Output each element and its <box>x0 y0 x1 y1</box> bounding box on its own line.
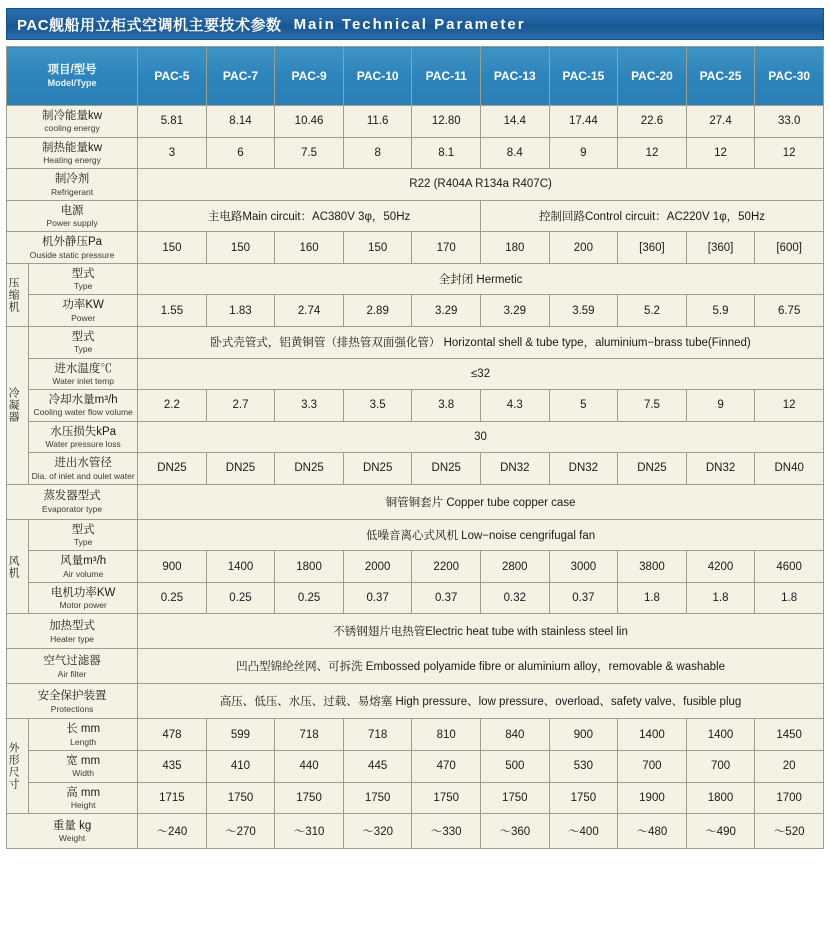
cell: 150 <box>206 232 275 264</box>
cell: 22.6 <box>618 106 687 138</box>
cell: DN25 <box>206 453 275 485</box>
table-row <box>7 169 824 201</box>
cell: 1.55 <box>138 295 207 327</box>
table-row <box>7 484 824 519</box>
cell: DN32 <box>686 453 755 485</box>
cell: DN32 <box>481 453 550 485</box>
group-label-dimension: 外形尺寸 <box>7 719 29 814</box>
cell: 1715 <box>138 782 207 814</box>
cell-span: 卧式壳管式，铝黄铜管（排热管双面强化管） Horizontal shell & tube type，aluminium−brass tube(Finned) <box>138 326 824 358</box>
cell: 0.32 <box>481 582 550 614</box>
cell: 0.25 <box>206 582 275 614</box>
header-corner-cn: 项目/型号 <box>47 64 97 77</box>
table-row <box>7 106 824 138</box>
cell: 5.81 <box>138 106 207 138</box>
table-row <box>7 684 824 719</box>
page-title-en: Main Technical Parameter <box>293 15 526 33</box>
cell: 810 <box>412 719 481 751</box>
cell: 170 <box>412 232 481 264</box>
cell: 1400 <box>206 551 275 583</box>
cell: 160 <box>275 232 344 264</box>
header-model-8: PAC-25 <box>686 47 755 106</box>
table-row <box>7 814 824 849</box>
cell: 5.9 <box>686 295 755 327</box>
cell: 718 <box>275 719 344 751</box>
table-row <box>7 295 824 327</box>
cell: ～490 <box>686 814 755 849</box>
table-row <box>7 614 824 649</box>
cell: 7.5 <box>275 137 344 169</box>
cell: DN25 <box>138 453 207 485</box>
cell: ～240 <box>138 814 207 849</box>
cell: 2.74 <box>275 295 344 327</box>
table-row <box>7 751 824 783</box>
table-row <box>7 137 824 169</box>
cell: 12 <box>618 137 687 169</box>
cell: [360] <box>686 232 755 264</box>
header-model-7: PAC-20 <box>618 47 687 106</box>
cell: 3000 <box>549 551 618 583</box>
cell: 1750 <box>275 782 344 814</box>
cell: 1800 <box>686 782 755 814</box>
cell-span: 高压、低压、水压、过载、易熔塞 High pressure、low pressure、overload、safety valve、fusible plug <box>138 684 824 719</box>
row-label-static-pressure: 机外静压Pa Ouside static pressure <box>7 232 138 264</box>
table-row <box>7 453 824 485</box>
header-corner <box>7 47 138 106</box>
cell: 2800 <box>481 551 550 583</box>
page-title-cn: PAC舰船用立柜式空调机主要技术参数 <box>17 16 282 34</box>
cell: DN25 <box>343 453 412 485</box>
cell: 3.29 <box>481 295 550 327</box>
header-model-9: PAC-30 <box>755 47 824 106</box>
row-label-condenser-type: 型式 Type <box>29 326 138 358</box>
cell: 150 <box>343 232 412 264</box>
cell: [360] <box>618 232 687 264</box>
cell: DN40 <box>755 453 824 485</box>
cell: 1.8 <box>618 582 687 614</box>
header-model-0: PAC-5 <box>138 47 207 106</box>
cell: 0.25 <box>275 582 344 614</box>
cell: DN32 <box>549 453 618 485</box>
cell-span: 凹凸型锦纶丝网、可拆洗 Embossed polyamide fibre or aluminium alloy，removable & washable <box>138 649 824 684</box>
cell: 2.2 <box>138 390 207 422</box>
row-label-refrigerant: 制冷剂 Refrigerant <box>7 169 138 201</box>
row-label-length: 长 mm Length <box>29 719 138 751</box>
cell: ～330 <box>412 814 481 849</box>
cell: 33.0 <box>755 106 824 138</box>
cell: 180 <box>481 232 550 264</box>
cell: 700 <box>618 751 687 783</box>
cell: 435 <box>138 751 207 783</box>
table-row <box>7 326 824 358</box>
row-label-evaporator-type: 蒸发器型式 Evaporator type <box>7 484 138 519</box>
cell: 0.37 <box>549 582 618 614</box>
table-row <box>7 519 824 551</box>
header-model-4: PAC-11 <box>412 47 481 106</box>
cell: 6.75 <box>755 295 824 327</box>
cell: 200 <box>549 232 618 264</box>
cell: 470 <box>412 751 481 783</box>
cell: 1700 <box>755 782 824 814</box>
cell: DN25 <box>618 453 687 485</box>
cell: 3.5 <box>343 390 412 422</box>
cell: 17.44 <box>549 106 618 138</box>
row-label-weight: 重量 kg Weight <box>7 814 138 849</box>
cell: 0.37 <box>343 582 412 614</box>
spec-table <box>6 46 824 849</box>
cell-span: 全封闭 Hermetic <box>138 263 824 295</box>
cell: 3.3 <box>275 390 344 422</box>
cell: 500 <box>481 751 550 783</box>
table-row <box>7 582 824 614</box>
cell: 10.46 <box>275 106 344 138</box>
page-title-bar <box>6 8 824 40</box>
cell: 3.29 <box>412 295 481 327</box>
cell: 1750 <box>343 782 412 814</box>
cell: 3.59 <box>549 295 618 327</box>
table-row <box>7 232 824 264</box>
cell: 1900 <box>618 782 687 814</box>
cell: 11.6 <box>343 106 412 138</box>
cell: 0.25 <box>138 582 207 614</box>
cell: 3800 <box>618 551 687 583</box>
cell-span: R22 (R404A R134a R407C) <box>138 169 824 201</box>
cell: 1450 <box>755 719 824 751</box>
cell: ～270 <box>206 814 275 849</box>
table-row <box>7 551 824 583</box>
cell: 12.80 <box>412 106 481 138</box>
cell: 5.2 <box>618 295 687 327</box>
row-label-motor-power: 电机功率KW Motor power <box>29 582 138 614</box>
row-label-heating-energy: 制热能量kw Heating energy <box>7 137 138 169</box>
cell: 12 <box>755 390 824 422</box>
table-header-row <box>7 47 824 106</box>
cell: 3.8 <box>412 390 481 422</box>
table-row <box>7 649 824 684</box>
cell-span: 控制回路Control circuit：AC220V 1φ，50Hz <box>481 200 824 232</box>
table-row <box>7 782 824 814</box>
cell: 2.89 <box>343 295 412 327</box>
cell: 6 <box>206 137 275 169</box>
cell: 5 <box>549 390 618 422</box>
cell: 14.4 <box>481 106 550 138</box>
table-row <box>7 263 824 295</box>
row-label-power-supply: 电源 Power supply <box>7 200 138 232</box>
row-label-compressor-power: 功率KW Power <box>29 295 138 327</box>
cell: 2.7 <box>206 390 275 422</box>
cell: 2200 <box>412 551 481 583</box>
cell: ～400 <box>549 814 618 849</box>
cell: 4200 <box>686 551 755 583</box>
cell: ～520 <box>755 814 824 849</box>
row-label-inlet-outlet-dia: 进出水管径 Dia. of inlet and oulet water <box>29 453 138 485</box>
cell: 3 <box>138 137 207 169</box>
cell: 900 <box>138 551 207 583</box>
cell: 1750 <box>481 782 550 814</box>
row-label-cooling-energy: 制冷能量kw cooling energy <box>7 106 138 138</box>
cell: 27.4 <box>686 106 755 138</box>
row-label-width: 宽 mm Width <box>29 751 138 783</box>
cell: 4600 <box>755 551 824 583</box>
cell: 2000 <box>343 551 412 583</box>
table-row <box>7 421 824 453</box>
row-label-air-volume: 风量m³/h Air volume <box>29 551 138 583</box>
cell: 20 <box>755 751 824 783</box>
cell: 478 <box>138 719 207 751</box>
row-label-protections: 安全保护装置 Protections <box>7 684 138 719</box>
cell: 8.1 <box>412 137 481 169</box>
cell: 9 <box>686 390 755 422</box>
cell: 1750 <box>412 782 481 814</box>
row-label-fan-type: 型式 Type <box>29 519 138 551</box>
cell: 12 <box>755 137 824 169</box>
cell-span: 30 <box>138 421 824 453</box>
header-model-1: PAC-7 <box>206 47 275 106</box>
cell: 8.14 <box>206 106 275 138</box>
cell: 700 <box>686 751 755 783</box>
row-label-water-inlet-temp: 进水温度℃ Water inlet temp <box>29 358 138 390</box>
cell-span: ≤32 <box>138 358 824 390</box>
table-row <box>7 390 824 422</box>
cell: 599 <box>206 719 275 751</box>
cell: DN25 <box>275 453 344 485</box>
cell: DN25 <box>412 453 481 485</box>
cell: 1800 <box>275 551 344 583</box>
cell: 12 <box>686 137 755 169</box>
cell-span: 不锈钢翅片电热管Electric heat tube with stainless steel lin <box>138 614 824 649</box>
header-model-5: PAC-13 <box>481 47 550 106</box>
table-row <box>7 358 824 390</box>
cell-span: 铜管铜套片 Copper tube copper case <box>138 484 824 519</box>
cell: 530 <box>549 751 618 783</box>
header-corner-en: Model/Type <box>47 77 97 88</box>
cell: 1400 <box>618 719 687 751</box>
cell: 8 <box>343 137 412 169</box>
cell: 1.8 <box>755 582 824 614</box>
cell: 900 <box>549 719 618 751</box>
cell: 1750 <box>549 782 618 814</box>
cell: 1750 <box>206 782 275 814</box>
cell-span: 主电路Main circuit：AC380V 3φ，50Hz <box>138 200 481 232</box>
group-label-condenser: 冷凝器 <box>7 326 29 484</box>
row-label-air-filter: 空气过滤器 Air filter <box>7 649 138 684</box>
cell: 410 <box>206 751 275 783</box>
cell: 1400 <box>686 719 755 751</box>
group-label-compressor: 压缩机 <box>7 263 29 326</box>
page-root <box>0 8 830 950</box>
cell: 9 <box>549 137 618 169</box>
group-label-fan: 风机 <box>7 519 29 614</box>
cell: 8.4 <box>481 137 550 169</box>
cell: 840 <box>481 719 550 751</box>
cell: 0.37 <box>412 582 481 614</box>
header-model-2: PAC-9 <box>275 47 344 106</box>
header-model-6: PAC-15 <box>549 47 618 106</box>
cell: ～480 <box>618 814 687 849</box>
cell: 4.3 <box>481 390 550 422</box>
cell: 150 <box>138 232 207 264</box>
row-label-compressor-type: 型式 Type <box>29 263 138 295</box>
row-label-heater-type: 加热型式 Heater type <box>7 614 138 649</box>
cell: 1.83 <box>206 295 275 327</box>
row-label-cooling-water-flow: 冷却水量m³/h Cooling water flow volume <box>29 390 138 422</box>
table-row <box>7 200 824 232</box>
row-label-water-pressure-loss: 水压损失kPa Water pressure loss <box>29 421 138 453</box>
cell: ～310 <box>275 814 344 849</box>
cell: ～320 <box>343 814 412 849</box>
header-model-3: PAC-10 <box>343 47 412 106</box>
cell: ～360 <box>481 814 550 849</box>
cell: 445 <box>343 751 412 783</box>
cell-span: 低噪音离心式风机 Low−noise cengrifugal fan <box>138 519 824 551</box>
cell: 718 <box>343 719 412 751</box>
cell: 1.8 <box>686 582 755 614</box>
cell: 7.5 <box>618 390 687 422</box>
table-row <box>7 719 824 751</box>
row-label-height: 高 mm Height <box>29 782 138 814</box>
cell: [600] <box>755 232 824 264</box>
cell: 440 <box>275 751 344 783</box>
